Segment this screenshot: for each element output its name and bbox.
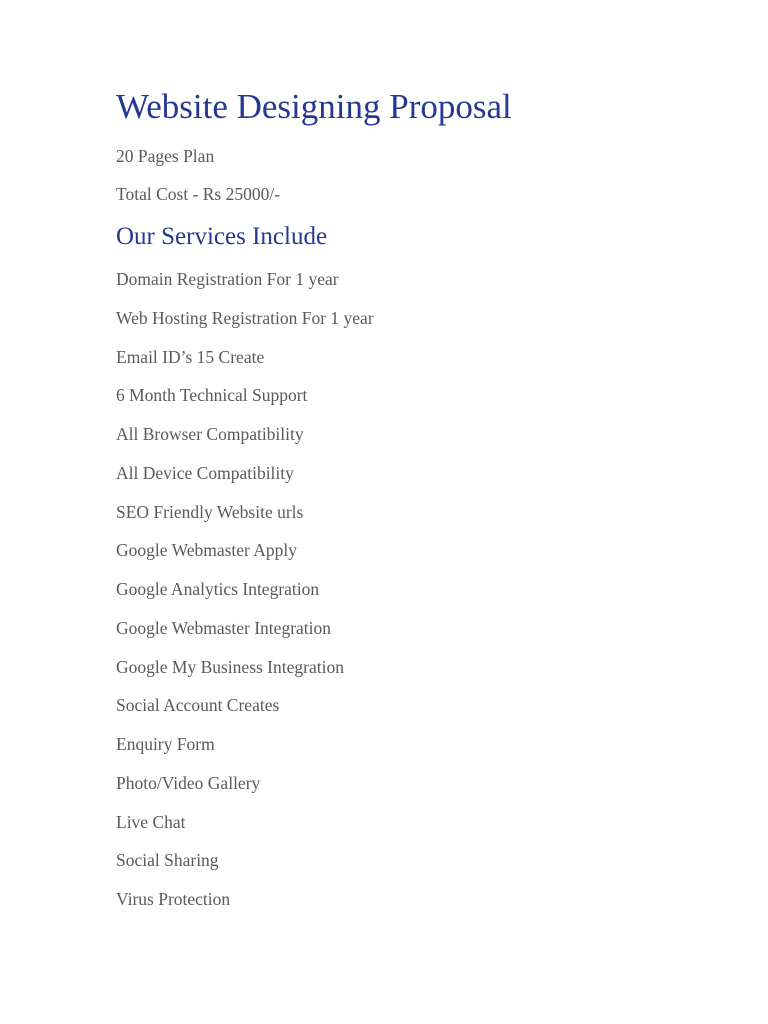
- service-item: Google Webmaster Integration: [116, 617, 332, 638]
- service-item: All Browser Compatibility: [116, 424, 304, 444]
- plan-pages-text: 20 Pages Plan: [116, 146, 215, 166]
- plan-cost-text: Total Cost - Rs 25000/-: [116, 184, 281, 204]
- service-item: All Device Compatibility: [116, 462, 294, 483]
- service-item: Enquiry Form: [116, 734, 215, 754]
- service-item: Photo/Video Gallery: [116, 772, 261, 793]
- service-item: Social Account Creates: [116, 695, 280, 716]
- document-title: Website Designing Proposal: [116, 87, 512, 126]
- service-item: Google My Business Integration: [116, 656, 344, 677]
- service-item: Google Analytics Integration: [116, 579, 320, 599]
- service-item: Social Sharing: [116, 850, 219, 871]
- service-item: SEO Friendly Website urls: [116, 501, 304, 522]
- services-list: [116, 268, 374, 927]
- services-heading: Our Services Include: [116, 223, 328, 250]
- service-item: Web Hosting Registration For 1 year: [116, 307, 374, 328]
- service-item: Google Webmaster Apply: [116, 540, 298, 561]
- service-item: Email ID’s 15 Create: [116, 346, 265, 367]
- service-item: 6 Month Technical Support: [116, 385, 308, 406]
- service-item: Live Chat: [116, 811, 186, 832]
- service-item: Virus Protection: [116, 889, 231, 909]
- service-item: Domain Registration For 1 year: [116, 269, 339, 289]
